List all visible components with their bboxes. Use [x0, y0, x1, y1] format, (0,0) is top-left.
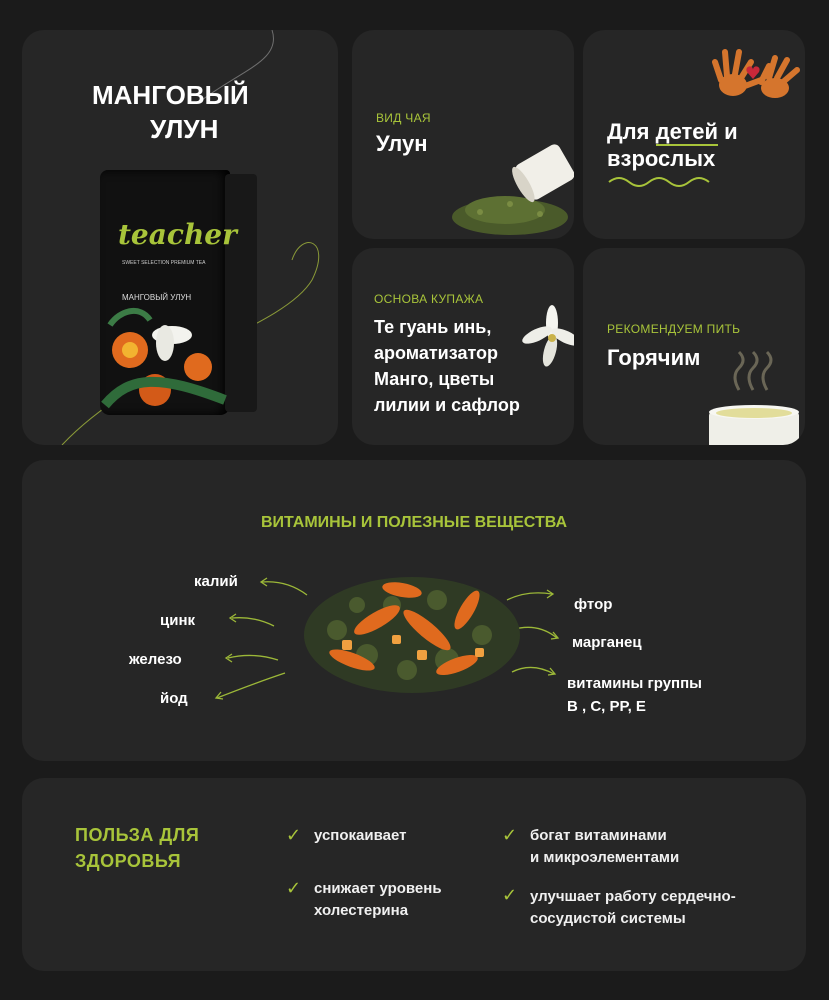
audience-accent: детей: [655, 119, 719, 144]
package-flowers-art: [100, 305, 230, 415]
package-brand: teacher: [118, 218, 237, 251]
check-icon: ✓: [286, 878, 302, 898]
blend-card: [352, 248, 574, 445]
audience-line1: [607, 118, 738, 145]
benefit-vitamins-line1: богат витаминами: [530, 827, 667, 844]
benefit-heart-line1: улучшает работу сердечно-: [530, 888, 736, 905]
tea-type-value: Улун: [376, 131, 428, 156]
benefit-calms: успокаивает: [314, 827, 407, 844]
serving-value: Горячим: [607, 345, 701, 370]
tea-blend-pile-image: [297, 560, 527, 700]
product-title-line2: УЛУН: [150, 114, 219, 144]
vitamin-right-item: фтор: [574, 596, 613, 613]
tea-cup-leaves-image: [450, 142, 574, 239]
blend-text: [374, 314, 520, 418]
package-tagline: SWEET SELECTION PREMIUM TEA: [122, 260, 206, 266]
benefit-cholesterol-line2: холестерина: [314, 902, 409, 919]
vitamin-group-line1: витамины группы: [567, 675, 702, 692]
vitamin-group-line2: B , C, PP, E: [567, 698, 646, 715]
vitamin-right-item: марганец: [572, 634, 642, 651]
serving-card: [583, 248, 805, 445]
audience-line2: взрослых: [607, 146, 716, 171]
blend-line: Те гуань инь,: [374, 317, 492, 337]
health-title-line2: ЗДОРОВЬЯ: [75, 851, 182, 871]
vitamins-card: [22, 460, 806, 761]
benefit-vitamins-line2: и микроэлементами: [530, 849, 680, 866]
vitamin-left-item: железо: [129, 651, 182, 668]
audience-prefix: Для: [607, 119, 656, 144]
vitamin-left-item: йод: [160, 690, 188, 707]
tea-type-card: [352, 30, 574, 239]
benefit-heart-line2: сосудистой системы: [530, 910, 686, 927]
audience-underline-squiggle: [607, 174, 727, 188]
health-title-line1: ПОЛЬЗА ДЛЯ: [75, 825, 200, 845]
blend-label: ОСНОВА КУПАЖА: [374, 292, 484, 306]
product-card: [22, 30, 338, 445]
package-name: МАНГОВЫЙ УЛУН: [122, 293, 192, 302]
benefit-cholesterol-line1: снижает уровень: [314, 880, 442, 897]
serving-label: РЕКОМЕНДУЕМ ПИТЬ: [607, 322, 741, 336]
tea-cup-image: [707, 404, 805, 445]
vitamin-left-item: калий: [194, 573, 238, 590]
product-title-line1: МАНГОВЫЙ: [92, 80, 249, 110]
handprints-icon: [701, 30, 801, 100]
check-icon: ✓: [286, 825, 302, 845]
tea-package-image: [100, 170, 260, 415]
check-icon: ✓: [502, 825, 518, 845]
blend-line: ароматизатор: [374, 343, 499, 363]
lily-flower-image: [522, 303, 574, 373]
audience-suffix: и: [718, 119, 738, 144]
audience-card: [583, 30, 805, 239]
vitamin-left-item: цинк: [160, 612, 196, 629]
blend-line: лилии и сафлор: [374, 395, 520, 415]
blend-line: Манго, цветы: [374, 369, 495, 389]
tea-type-label: ВИД ЧАЯ: [376, 111, 431, 125]
vitamins-title: ВИТАМИНЫ И ПОЛЕЗНЫЕ ВЕЩЕСТВА: [260, 514, 568, 531]
steam-icon: [731, 348, 781, 396]
health-card: [22, 778, 806, 971]
check-icon: ✓: [502, 885, 518, 905]
